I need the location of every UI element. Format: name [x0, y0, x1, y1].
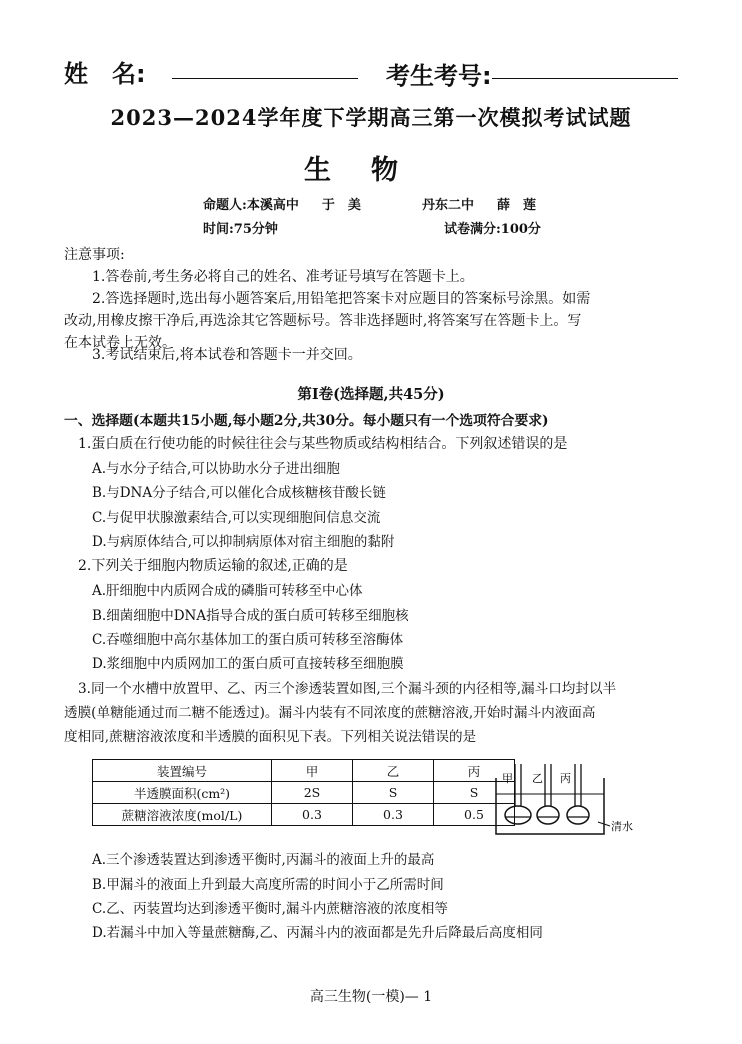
q3-option-c[interactable]: C.乙、丙装置均达到渗透平衡时,漏斗内蔗糖溶液的浓度相等 — [92, 901, 448, 917]
q3-stem-line-1: 3.同一个水槽中放置甲、乙、丙三个渗透装置如图,三个漏斗颈的内径相等,漏斗口均封以半 — [78, 681, 617, 697]
author-person-1: 于 美 — [321, 198, 361, 213]
table-header-cell: 丙 — [434, 760, 515, 782]
q3-option-d[interactable]: D.若漏斗中加入等量蔗糖酶,乙、丙漏斗内的液面都是先升后降最后高度相同 — [92, 925, 543, 941]
table-cell: S — [434, 782, 515, 804]
full-score: 试卷满分:100分 — [444, 222, 541, 237]
notice-item-1: 1.答卷前,考生务必将自己的姓名、准考证号填写在答题卡上。 — [92, 269, 474, 285]
exam-time: 时间:75分钟 — [203, 222, 278, 237]
q2-option-b[interactable]: B.细菌细胞中DNA指导合成的蛋白质可转移至细胞核 — [92, 608, 409, 624]
table-row — [93, 782, 515, 804]
q2-option-a[interactable]: A.肝细胞中内质网合成的磷脂可转移至中心体 — [92, 583, 363, 599]
q3-stem-line-2: 透膜(单糖能通过而二糖不能透过)。漏斗内装有不同浓度的蔗糖溶液,开始时漏斗内液面高 — [64, 705, 596, 721]
notice-item-2-cont: 改动,用橡皮擦干净后,再选涂其它答题标号。答非选择题时,将答案写在答题卡上。写 — [64, 313, 582, 329]
author-person-2: 薛 莲 — [497, 198, 537, 213]
figure-label-water: 清水 — [611, 820, 633, 833]
author-school-2: 丹东二中 — [421, 198, 474, 213]
volume-title: 第Ⅰ卷(选择题,共45分) — [297, 386, 445, 403]
table-cell: 0.3 — [353, 804, 434, 826]
q3-option-b[interactable]: B.甲漏斗的液面上升到最大高度所需的时间小于乙所需时间 — [92, 877, 444, 893]
q1-option-c[interactable]: C.与促甲状腺激素结合,可以实现细胞间信息交流 — [92, 510, 381, 526]
q2-option-c[interactable]: C.吞噬细胞中高尔基体加工的蛋白质可转移至溶酶体 — [92, 632, 404, 648]
figure-label-yi: 乙 — [532, 772, 543, 785]
q3-option-a[interactable]: A.三个渗透装置达到渗透平衡时,丙漏斗的液面上升的最高 — [92, 852, 435, 868]
q3-data-table — [92, 759, 515, 826]
q2-stem: 2.下列关于细胞内物质运输的叙述,正确的是 — [78, 558, 348, 574]
notice-item-2: 2.答选择题时,选出每小题答案后,用铅笔把答案卡对应题目的答案标号涂黑。如需 — [92, 291, 591, 307]
figure-label-jia: 甲 — [502, 772, 513, 785]
table-cell: S — [353, 782, 434, 804]
table-header-row — [93, 760, 515, 782]
q1-option-b[interactable]: B.与DNA分子结合,可以催化合成核糖核苷酸长链 — [92, 485, 386, 501]
table-cell: 0.5 — [434, 804, 515, 826]
name-label: 姓 名: — [64, 60, 146, 88]
exam-number-label: 考生考号: — [386, 62, 492, 90]
table-header-cell: 装置编号 — [93, 760, 272, 782]
table-header-cell: 乙 — [353, 760, 434, 782]
exam-number-blank[interactable] — [492, 78, 678, 79]
table-row — [93, 804, 515, 826]
table-cell: 2S — [272, 782, 353, 804]
name-blank[interactable] — [172, 78, 358, 79]
section-1-title: 一、选择题(本题共15小题,每小题2分,共30分。每小题只有一个选项符合要求) — [64, 413, 549, 429]
q2-option-d[interactable]: D.浆细胞中内质网加工的蛋白质可直接转移至细胞膜 — [92, 656, 404, 672]
q1-stem: 1.蛋白质在行使功能的时候往往会与某些物质或结构相结合。下列叙述错误的是 — [78, 436, 568, 452]
author-school-1: 本溪高中 — [246, 198, 299, 213]
table-cell: 半透膜面积(cm²) — [93, 782, 272, 804]
notice-title: 注意事项: — [64, 247, 125, 263]
q1-option-a[interactable]: A.与水分子结合,可以协助水分子进出细胞 — [92, 461, 340, 477]
table-cell: 蔗糖溶液浓度(mol/L) — [93, 804, 272, 826]
q3-stem-line-3: 度相同,蔗糖溶液浓度和半透膜的面积见下表。下列相关说法错误的是 — [64, 729, 477, 745]
subject-title: 生物 — [304, 155, 438, 186]
page-footer: 高三生物(一模)— 1 — [309, 989, 433, 1005]
notice-item-3: 3.考试结束后,将本试卷和答题卡一并交回。 — [92, 347, 362, 363]
table-cell: 0.3 — [272, 804, 353, 826]
authors-line — [203, 194, 536, 213]
osmosis-apparatus-figure — [486, 760, 646, 840]
q1-option-d[interactable]: D.与病原体结合,可以抑制病原体对宿主细胞的黏附 — [92, 534, 395, 550]
authors-label: 命题人: — [203, 198, 247, 213]
exam-title: 2023—2024学年度下学期高三第一次模拟考试试题 — [110, 105, 632, 130]
table-header-cell: 甲 — [272, 760, 353, 782]
notice-item-2-cont2: 在本试卷上无效。 — [64, 335, 176, 351]
figure-label-bing: 丙 — [560, 772, 571, 785]
